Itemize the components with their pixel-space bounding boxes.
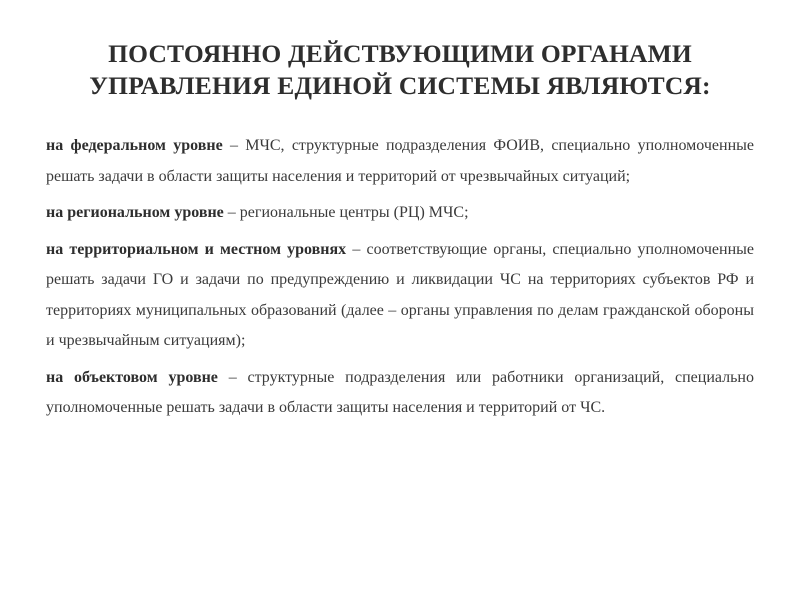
- paragraph-territorial-level: [46, 235, 754, 357]
- paragraph-object-level: [46, 363, 754, 424]
- title-line-2: УПРАВЛЕНИЯ ЕДИНОЙ СИСТЕМЫ ЯВЛЯЮТСЯ:: [89, 71, 711, 100]
- paragraph-regional-level: [46, 198, 754, 229]
- territorial-level-text: – соответствующие органы, специально уполномоченные решать задачи ГО и задачи по предупреждению и ликвидации ЧС на территориях субъектов РФ и территориях муниципальных образований (далее – органы управления по делам гражданской обороны и чрезвычайным ситуациям);: [46, 240, 754, 349]
- paragraph-federal-level: [46, 131, 754, 192]
- object-level-text: – структурные подразделения или работники организаций, специально уполномоченные решать задачи в области защиты населения и территорий от ЧС.: [46, 368, 754, 416]
- slide-body: [46, 131, 754, 430]
- regional-level-lead: на региональном уровне: [46, 204, 224, 221]
- title-line-1: ПОСТОЯННО ДЕЙСТВУЮЩИМИ ОРГАНАМИ: [108, 39, 692, 68]
- slide-title: [40, 38, 760, 102]
- federal-level-text: – МЧС, структурные подразделения ФОИВ, специально уполномоченные решать задачи в области защиты населения и территорий от чрезвычайных ситуаций;: [46, 137, 754, 185]
- federal-level-lead: на федеральном уровне: [46, 137, 223, 154]
- regional-level-text: – региональные центры (РЦ) МЧС;: [223, 204, 469, 221]
- object-level-lead: на объектовом уровне: [46, 368, 218, 386]
- territorial-level-lead: на территориальном и местном уровнях: [46, 240, 347, 258]
